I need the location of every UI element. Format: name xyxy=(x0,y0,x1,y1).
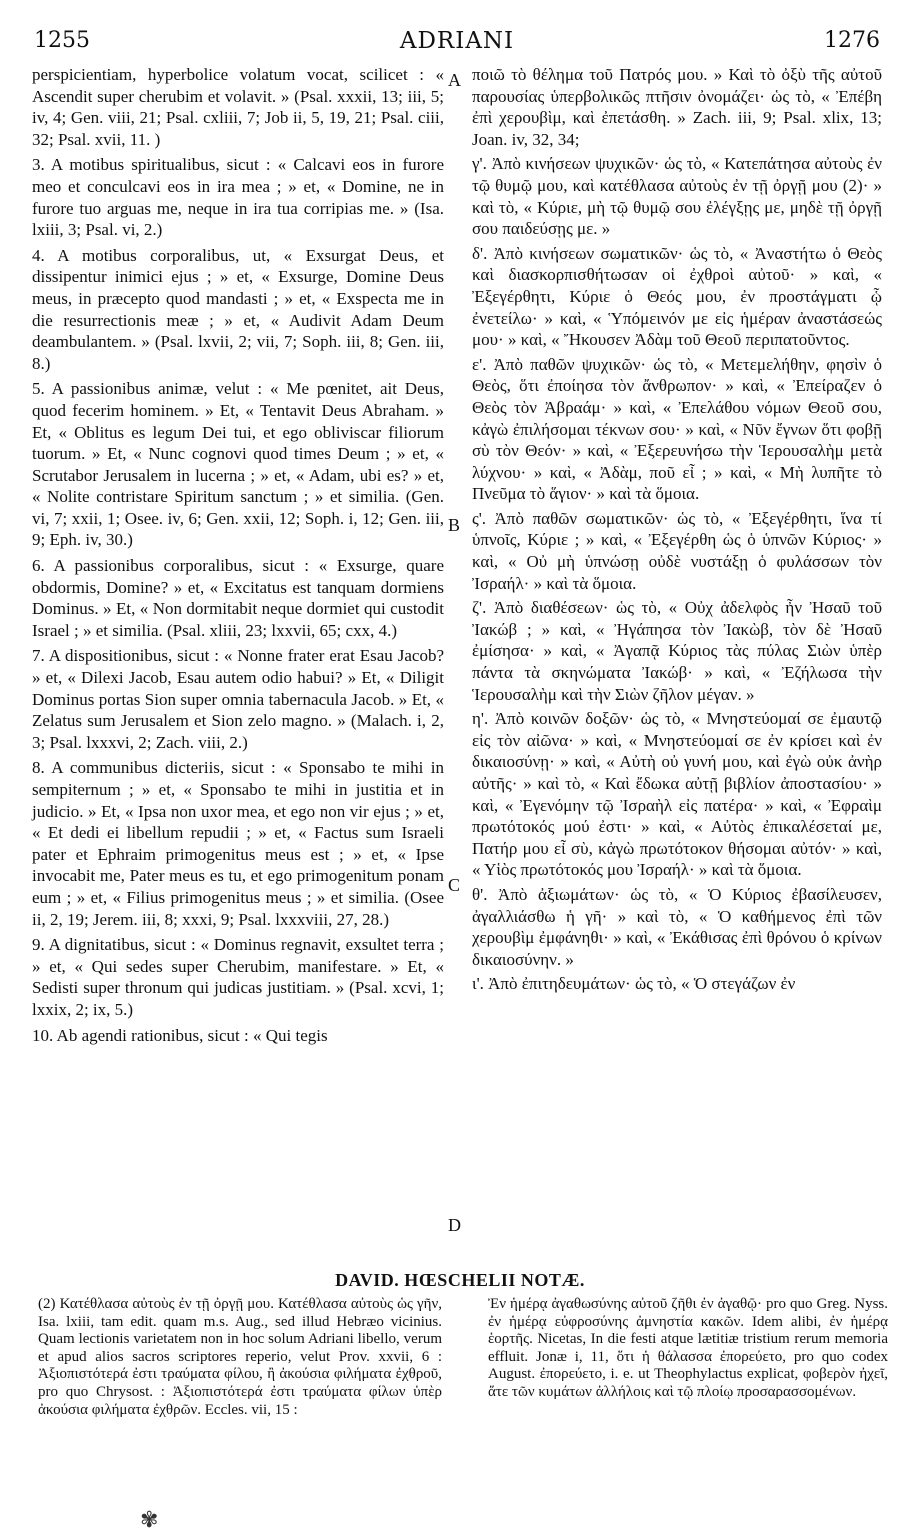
greek-paragraph: γ'. Ἀπὸ κινήσεων ψυχικῶν· ὡς τὸ, « Κατεπάτησα αὐτοὺς ἐν τῷ θυμῷ μου, καὶ κατέθλασα αὐτοὺς ἐν τῇ ὀργῇ μου (2)· » καὶ τὸ, « Κύριε, μὴ τῷ θυμῷ σου ἐλέγξῃς με, μηδὲ τῇ ὀργῇ σου παιδεύσῃς με. » xyxy=(472,154,882,239)
margin-section-letters xyxy=(448,60,468,1260)
latin-paragraph: 5. A passionibus animæ, velut : « Me pœnitet, ait Deus, quod fecerim hominem. » Et, « Tentavit Deus Abraham. » Et, « Oblitus es legum Dei tui, et ego obliviscar filiorum tuorum. » Et, « Nunc cognovi quod times Deum ; » et, « Scrutabor Jerusalem in lucerna ; » et, « Adam, ubi es? » et, « Nolite contristare Spiritum sanctum ; » et similia. (Gen. vi, 7; xxii, 1; Osee. iv, 6; Gen. xxii, 12; Soph. i, 12; Gen. iii, 9; Eph. iv, 30.) xyxy=(32,379,444,550)
latin-paragraph: perspicientiam, hyperbolice volatum vocat, scilicet : « Ascendit super cherubim et volavit. » (Psal. xxxii, 13; iii, 5; iv, 4; Gen. viii, 21; Psal. cxliii, 7; Job ii, 5, 19, 21; Psal. ciii, 32; Psal. xvii, 11. ) xyxy=(32,65,444,149)
latin-paragraph: 7. A dispositionibus, sicut : « Nonne frater erat Esau Jacob? » et, « Dilexi Jacob, Esau autem odio habui? » Et, « Diligit Dominus portas Sion super omnia tabernacula Jacob. » Et, « Zelatus sum Jerusalem et Sion zelo magno. » (Malach. i, 2, 3; Psal. lxxxvi, 2; Zach. viii, 2.) xyxy=(32,646,444,752)
greek-paragraph: η'. Ἀπὸ κοινῶν δοξῶν· ὡς τὸ, « Μνηστεύομαί σε ἐμαυτῷ εἰς τὸν αἰῶνα· » καὶ, « Μνηστεύομαί σε ἐν κρίσει καὶ ἐν δικαιοσύνῃ· » καὶ, « Αὐτὴ οὐ γυνή μου, καὶ ἐγὼ οὐκ ἀνὴρ αὐτῆς· » καὶ τὸ, « Καὶ ἔδωκα αὐτῇ βιβλίον ἀποστασίου· » καὶ, « Ἐγενόμην τῷ Ἰσραὴλ εἰς πατέρα· » καὶ, « Ἐφραὶμ πρωτότοκός μού ἐστι· » καὶ, « Αὐτὸς ἐπικαλέσεταί με, Πατήρ μου εἶ σὺ, κἀγὼ πρωτότοκον θήσομαι αὐτόν· » καὶ, « Υἱὸς πρωτότοκός μου Ἰσραήλ· » καὶ τὰ ὅμοια. xyxy=(472,709,882,880)
latin-paragraph: 3. A motibus spiritualibus, sicut : « Calcavi eos in furore meo et conculcavi eos in ira mea ; » et, « Domine, ne in furore tuo arguas me, neque in ira tua corripias me. » (Isa. lxiii, 3; Psal. vi, 2.) xyxy=(32,155,444,240)
greek-paragraph: ζ'. Ἀπὸ διαθέσεων· ὡς τὸ, « Οὐχ ἀδελφὸς ἦν Ἠσαῦ τοῦ Ἰακώβ ; » καὶ, « Ἠγάπησα τὸν Ἰακὼβ, τὸν δὲ Ἠσαῦ ἐμίσησα· » καὶ, « Ἀγαπᾷ Κύριος τὰς πύλας Σιὼν ὑπὲρ πάντα τὰ σκηνώματα Ἰακώβ· » καὶ, « Ἐζήλωσα τὴν Ἱερουσαλὴμ καὶ τὴν Σιὼν ζῆλον μέγαν. » xyxy=(472,598,882,704)
latin-paragraph: 10. Ab agendi rationibus, sicut : « Qui tegis xyxy=(32,1025,328,1045)
latin-paragraph: 8. A communibus dicteriis, sicut : « Sponsabo te mihi in sempiternum ; » et, « Sponsabo te mihi in justitia et in judicio. » Et, « Ipsa non uxor mea, et ego non vir ejus ; » et, « Et dedi ei libellum repudii ; » et, « Factus sum Israeli pater et Ephraim primogenitus meus est ; » et, « Ipse invocabit me, Pater meus es tu, et ego primogenitum ponam eum ; » et, « Filius primogenitus meus ; » et similia. (Osee ii, 2, 19; Jerem. iii, 8; xxxi, 9; Psal. lxxxviii, 27, 28.) xyxy=(32,758,444,929)
latin-paragraph: 9. A dignitatibus, sicut : « Dominus regnavit, exsultet terra ; » et, « Qui sedes super Cherubim, manifestare. » Et, « Sedisti super thronum qui judicas justitiam. » (Psal. xcvi, 1; lxxix, 2; ix, 5.) xyxy=(32,935,444,1019)
greek-paragraph: θ'. Ἀπὸ ἀξιωμάτων· ὡς τὸ, « Ὁ Κύριος ἐβασίλευσεν, ἀγαλλιάσθω ἡ γῆ· » καὶ τὸ, « Ὁ καθήμενος ἐπὶ τῶν χερουβὶμ ἐμφάνηθι· » καὶ, « Ἐκάθισας ἐπὶ θρόνου ὁ κρίνων δικαιοσύνην. » xyxy=(472,884,882,969)
greek-paragraph: ποιῶ τὸ θέλημα τοῦ Πατρός μου. » Καὶ τὸ ὀξὺ τῆς αὐτοῦ παρουσίας ὑπερβολικῶς πτῆσιν ὀνομάζει· ὡς τὸ, « Ἐπέβη ἐπὶ χερουβὶμ, καὶ ἐπετάσθη. » Zach. iii, 9; Psal. xlix, 13; Joan. iv, 32, 34; xyxy=(472,65,882,149)
margin-letter-b: B xyxy=(448,515,461,535)
latin-column xyxy=(32,64,444,1050)
page-number-left: 1255 xyxy=(34,28,90,53)
latin-paragraph: 4. A motibus corporalibus, ut, « Exsurgat Deus, et dissipentur inimici ejus ; » et, « Exsurge, Domine Deus meus, in præcepto quod mandasti ; » et, « Exspecta me in die resurrectionis meæ ; » et, « Audivit Adam Deum deambulantem. » (Psal. lxvii, 2; vii, 7; Soph. iii, 8; Gen. iii, 8.) xyxy=(32,245,444,373)
notes-heading: DAVID. HŒSCHELII NOTÆ. xyxy=(335,1270,585,1290)
printer-ornament: ✾ xyxy=(140,1508,159,1533)
footnote-left: (2) Κατέθλασα αὐτοὺς ἐν τῇ ὀργῇ μου. Κατέθλασα αὐτοὺς ὡς γῆν, Isa. lxiii, tam edit. quam m.s. Aug., sed illud Hebræo vicinius. Quam lectionis varietatem non in hoc solum Adriani libello, verum et apud alios sacros scriptores reperio, velut Prov. xxvii, 6 : Ἀξιοπιστότερά ἐστι τραύματα φίλου, ἢ ἀκούσια φιλήματα ἐχθροῦ, pro quo Chrysost. : Ἀξιοπιστότερά ἐστι τραύματα φίλων ὑπὲρ ἀκούσια φιλήματα ἐχθρῶν. Eccles. vii, 15 : xyxy=(38,1296,442,1418)
greek-paragraph: ι'. Ἀπὸ ἐπιτηδευμάτων· ὡς τὸ, « Ὁ στεγάζων ἐν xyxy=(472,974,796,994)
page-header xyxy=(34,28,880,58)
page-number-right: 1276 xyxy=(824,28,880,53)
running-head: ADRIANI xyxy=(399,28,515,54)
margin-letter-a: A xyxy=(448,70,461,90)
footnote-right: Ἐν ἡμέρᾳ ἀγαθωσύνης αὐτοῦ ζῆθι ἐν ἀγαθῷ· pro quo Greg. Nyss. ἐν ἡμέρᾳ εὐφροσύνης ἀμνηστία κακῶν. Idem alibi, ἐν ἡμέρᾳ ἑορτῆς. Nicetas, In die festi atque lætitiæ tristium rerum memoria effluit. Jonæ i, 11, ὅτι ἡ θάλασσα ἐπορεύετο, pro quo codex August. ἐπορεύετο, i. e. ut Theophylactus explicat, φοβερὸν ἠχεῖ, ἅτε τῶν κυμάτων ἀλλήλοις καὶ τῷ πλοίῳ προσαρασσομένων. xyxy=(488,1296,888,1400)
greek-paragraph: ε'. Ἀπὸ παθῶν ψυχικῶν· ὡς τὸ, « Μετεμελήθην, φησὶν ὁ Θεὸς, ὅτι ἐποίησα τὸν ἄνθρωπον· » καὶ, « Ἐπείραζεν ὁ Θεὸς τὸν Ἀβραάμ· » καὶ, « Ἐπελάθου νόμων Θεοῦ σου, κἀγὼ ἐπιλήσομαι τέκνων σου· » καὶ, « Νῦν ἔγνων ὅτι φοβῇ σὺ τὸν Θεόν· » καὶ, « Ἐξερευνήσω τὴν Ἱερουσαλὴμ μετὰ λύχνου· » καὶ, « Ἀδὰμ, ποῦ εἶ ; » καὶ, « Μὴ λυπῆτε τὸ Πνεῦμα τὸ ἅγιον· » καὶ τὰ ὅμοια. xyxy=(472,354,882,504)
latin-paragraph: 6. A passionibus corporalibus, sicut : « Exsurge, quare obdormis, Domine? » et, « Excitatus est tanquam dormiens Dominus. » Et, « Non dormitabit neque dormiet qui custodit Israel ; » et similia. (Psal. xliii, 23; lxxvii, 65; cxx, 4.) xyxy=(32,556,444,640)
greek-paragraph: δ'. Ἀπὸ κινήσεων σωματικῶν· ὡς τὸ, « Ἀναστήτω ὁ Θεὸς καὶ διασκορπισθήτωσαν οἱ ἐχθροὶ αὐτοῦ· » καὶ, « Ἐξεγέρθητι, Κύριε ὁ Θεός μου, ἐν προστάγματι ᾧ ἐνετείλω· » καὶ, « Ὑπόμεινόν με εἰς ἡμέραν ἀναστάσεώς μου· » καὶ, « Ἤκουσεν Ἀδὰμ τοῦ Θεοῦ περιπατοῦντος. xyxy=(472,243,882,350)
margin-letter-c: C xyxy=(448,875,461,895)
greek-paragraph: ς'. Ἀπὸ παθῶν σωματικῶν· ὡς τὸ, « Ἐξεγέρθητι, ἵνα τί ὑπνοῖς, Κύριε ; » καὶ, « Ἐξεγέρθη ὡς ὁ ὑπνῶν Κύριος· » καὶ, « Οὐ μὴ ὑπνώσῃ οὐδὲ νυστάξῃ ὁ φυλάσσων τὸν Ἰσραήλ· » καὶ τὰ ὅμοια. xyxy=(472,508,882,593)
greek-column xyxy=(472,64,882,998)
margin-letter-d: D xyxy=(448,1215,461,1235)
